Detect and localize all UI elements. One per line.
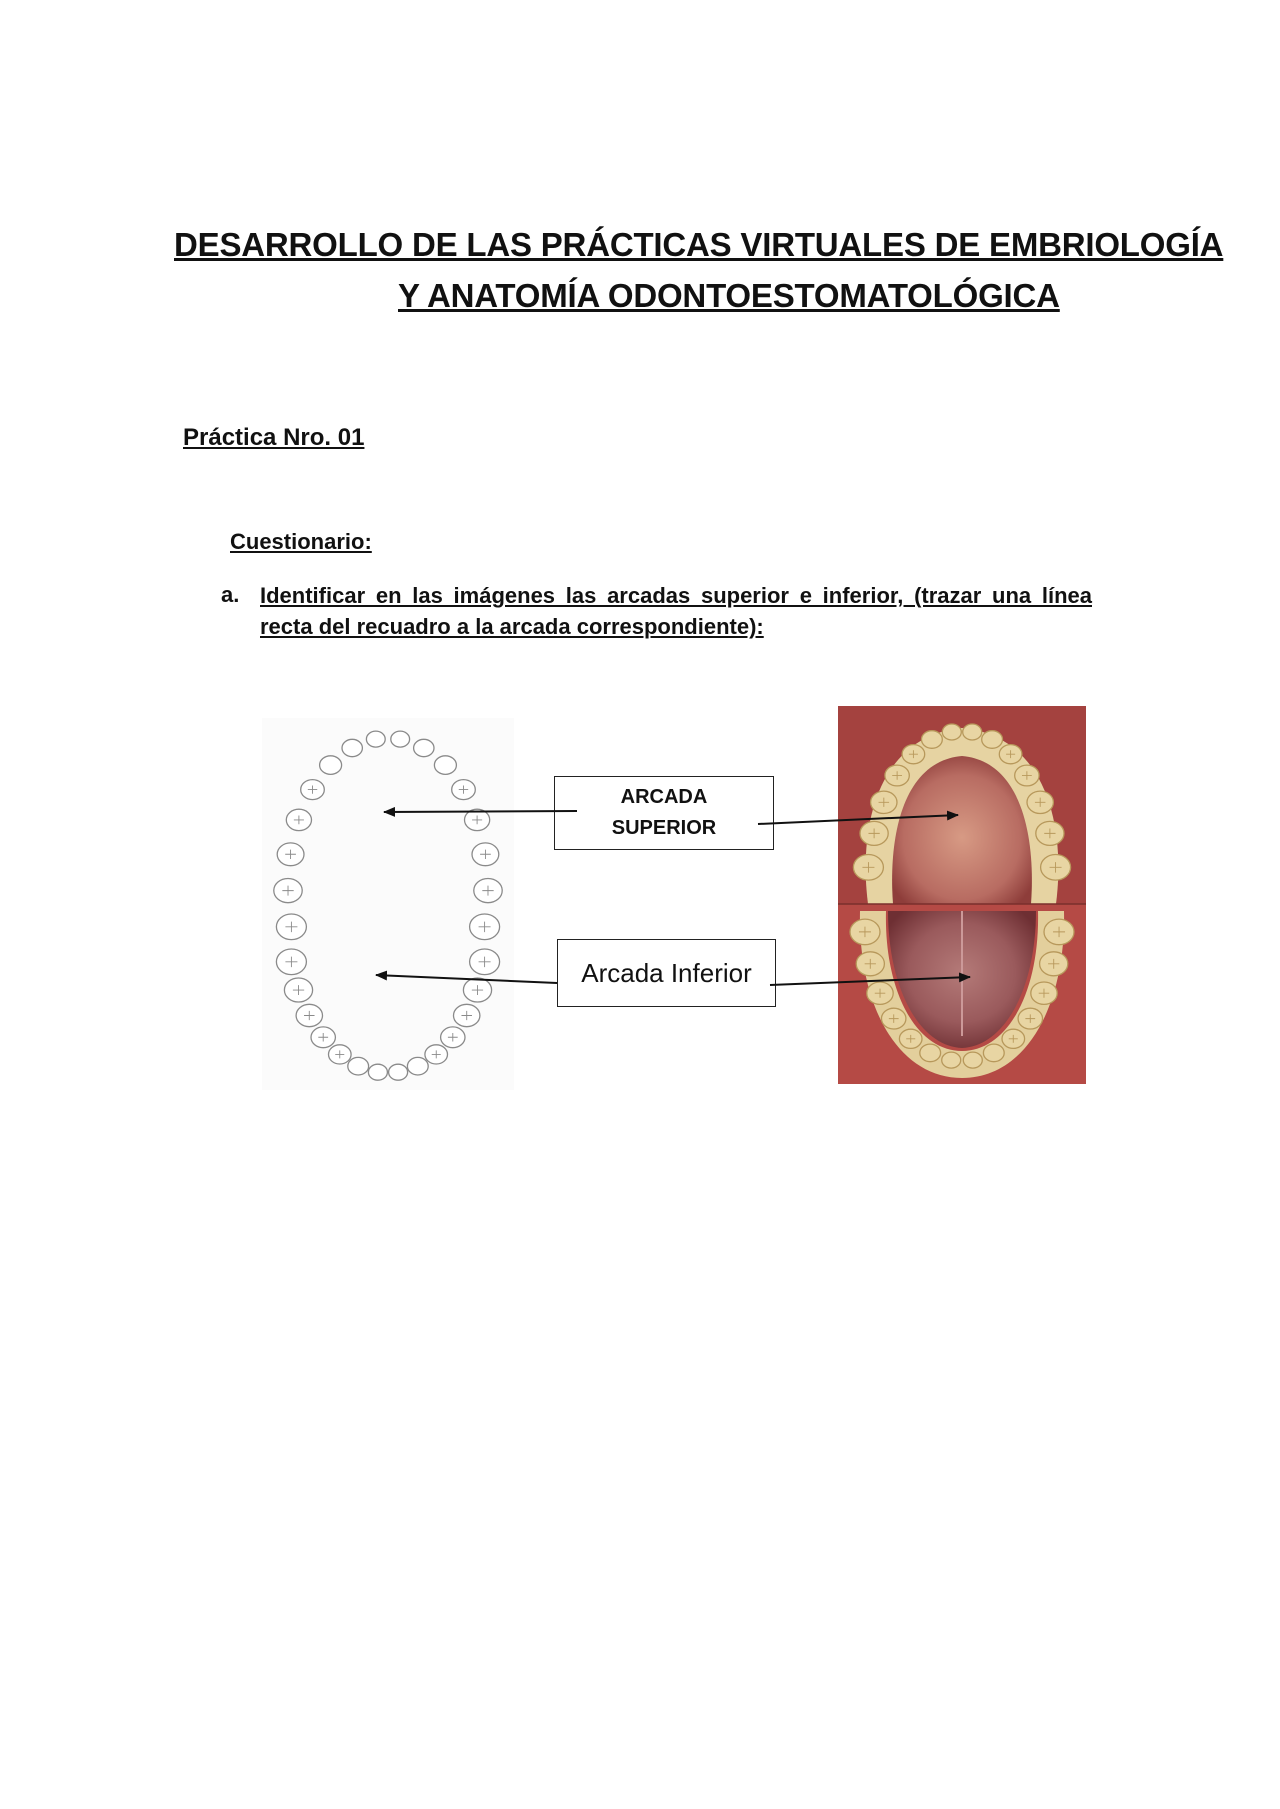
question-marker: a. <box>221 582 240 607</box>
photo-upper-tooth <box>963 724 982 740</box>
practice-heading: Práctica Nro. 01 <box>183 424 365 451</box>
question-text: Identificar en las imágenes las arcadas superior e inferior, (trazar una línea recta del recuadro a la arcada correspondiente): <box>260 583 1092 639</box>
diagram-upper-tooth <box>434 756 456 775</box>
diagram-upper-tooth <box>414 739 434 756</box>
questionnaire-heading: Cuestionario: <box>230 529 372 554</box>
upper-arch-label-line-2: SUPERIOR <box>611 817 717 839</box>
dental-arch-diagram <box>262 718 514 1090</box>
diagram-background <box>262 718 514 1090</box>
photo-lower-tooth <box>983 1044 1004 1062</box>
upper-arch-label-box <box>554 776 774 850</box>
diagram-upper-tooth <box>320 756 342 775</box>
diagram-upper-tooth <box>342 739 362 756</box>
upper-arch-label-line-1: ARCADA <box>620 786 708 808</box>
photo-upper-tooth <box>942 724 961 740</box>
lower-arch-label-box: Arcada Inferior <box>557 939 776 1007</box>
diagram-upper-tooth <box>366 731 385 747</box>
photo-upper-tooth <box>922 731 943 749</box>
document-title-line-1: DESARROLLO DE LAS PRÁCTICAS VIRTUALES DE EMBRIOLOGÍA <box>174 226 1224 263</box>
intraoral-photo <box>838 706 1086 1084</box>
document-title-line-2: Y ANATOMÍA ODONTOESTOMATOLÓGICA <box>398 277 1060 314</box>
photo-lower-tooth <box>963 1052 982 1068</box>
photo-upper-tooth <box>982 731 1003 749</box>
diagram-lower-tooth <box>407 1057 428 1075</box>
diagram-upper-tooth <box>391 731 410 747</box>
diagram-lower-tooth <box>389 1064 408 1080</box>
photo-lower-tooth <box>920 1044 941 1062</box>
diagram-lower-tooth <box>368 1064 387 1080</box>
diagram-lower-tooth <box>348 1057 369 1075</box>
photo-lower-tooth <box>942 1052 961 1068</box>
